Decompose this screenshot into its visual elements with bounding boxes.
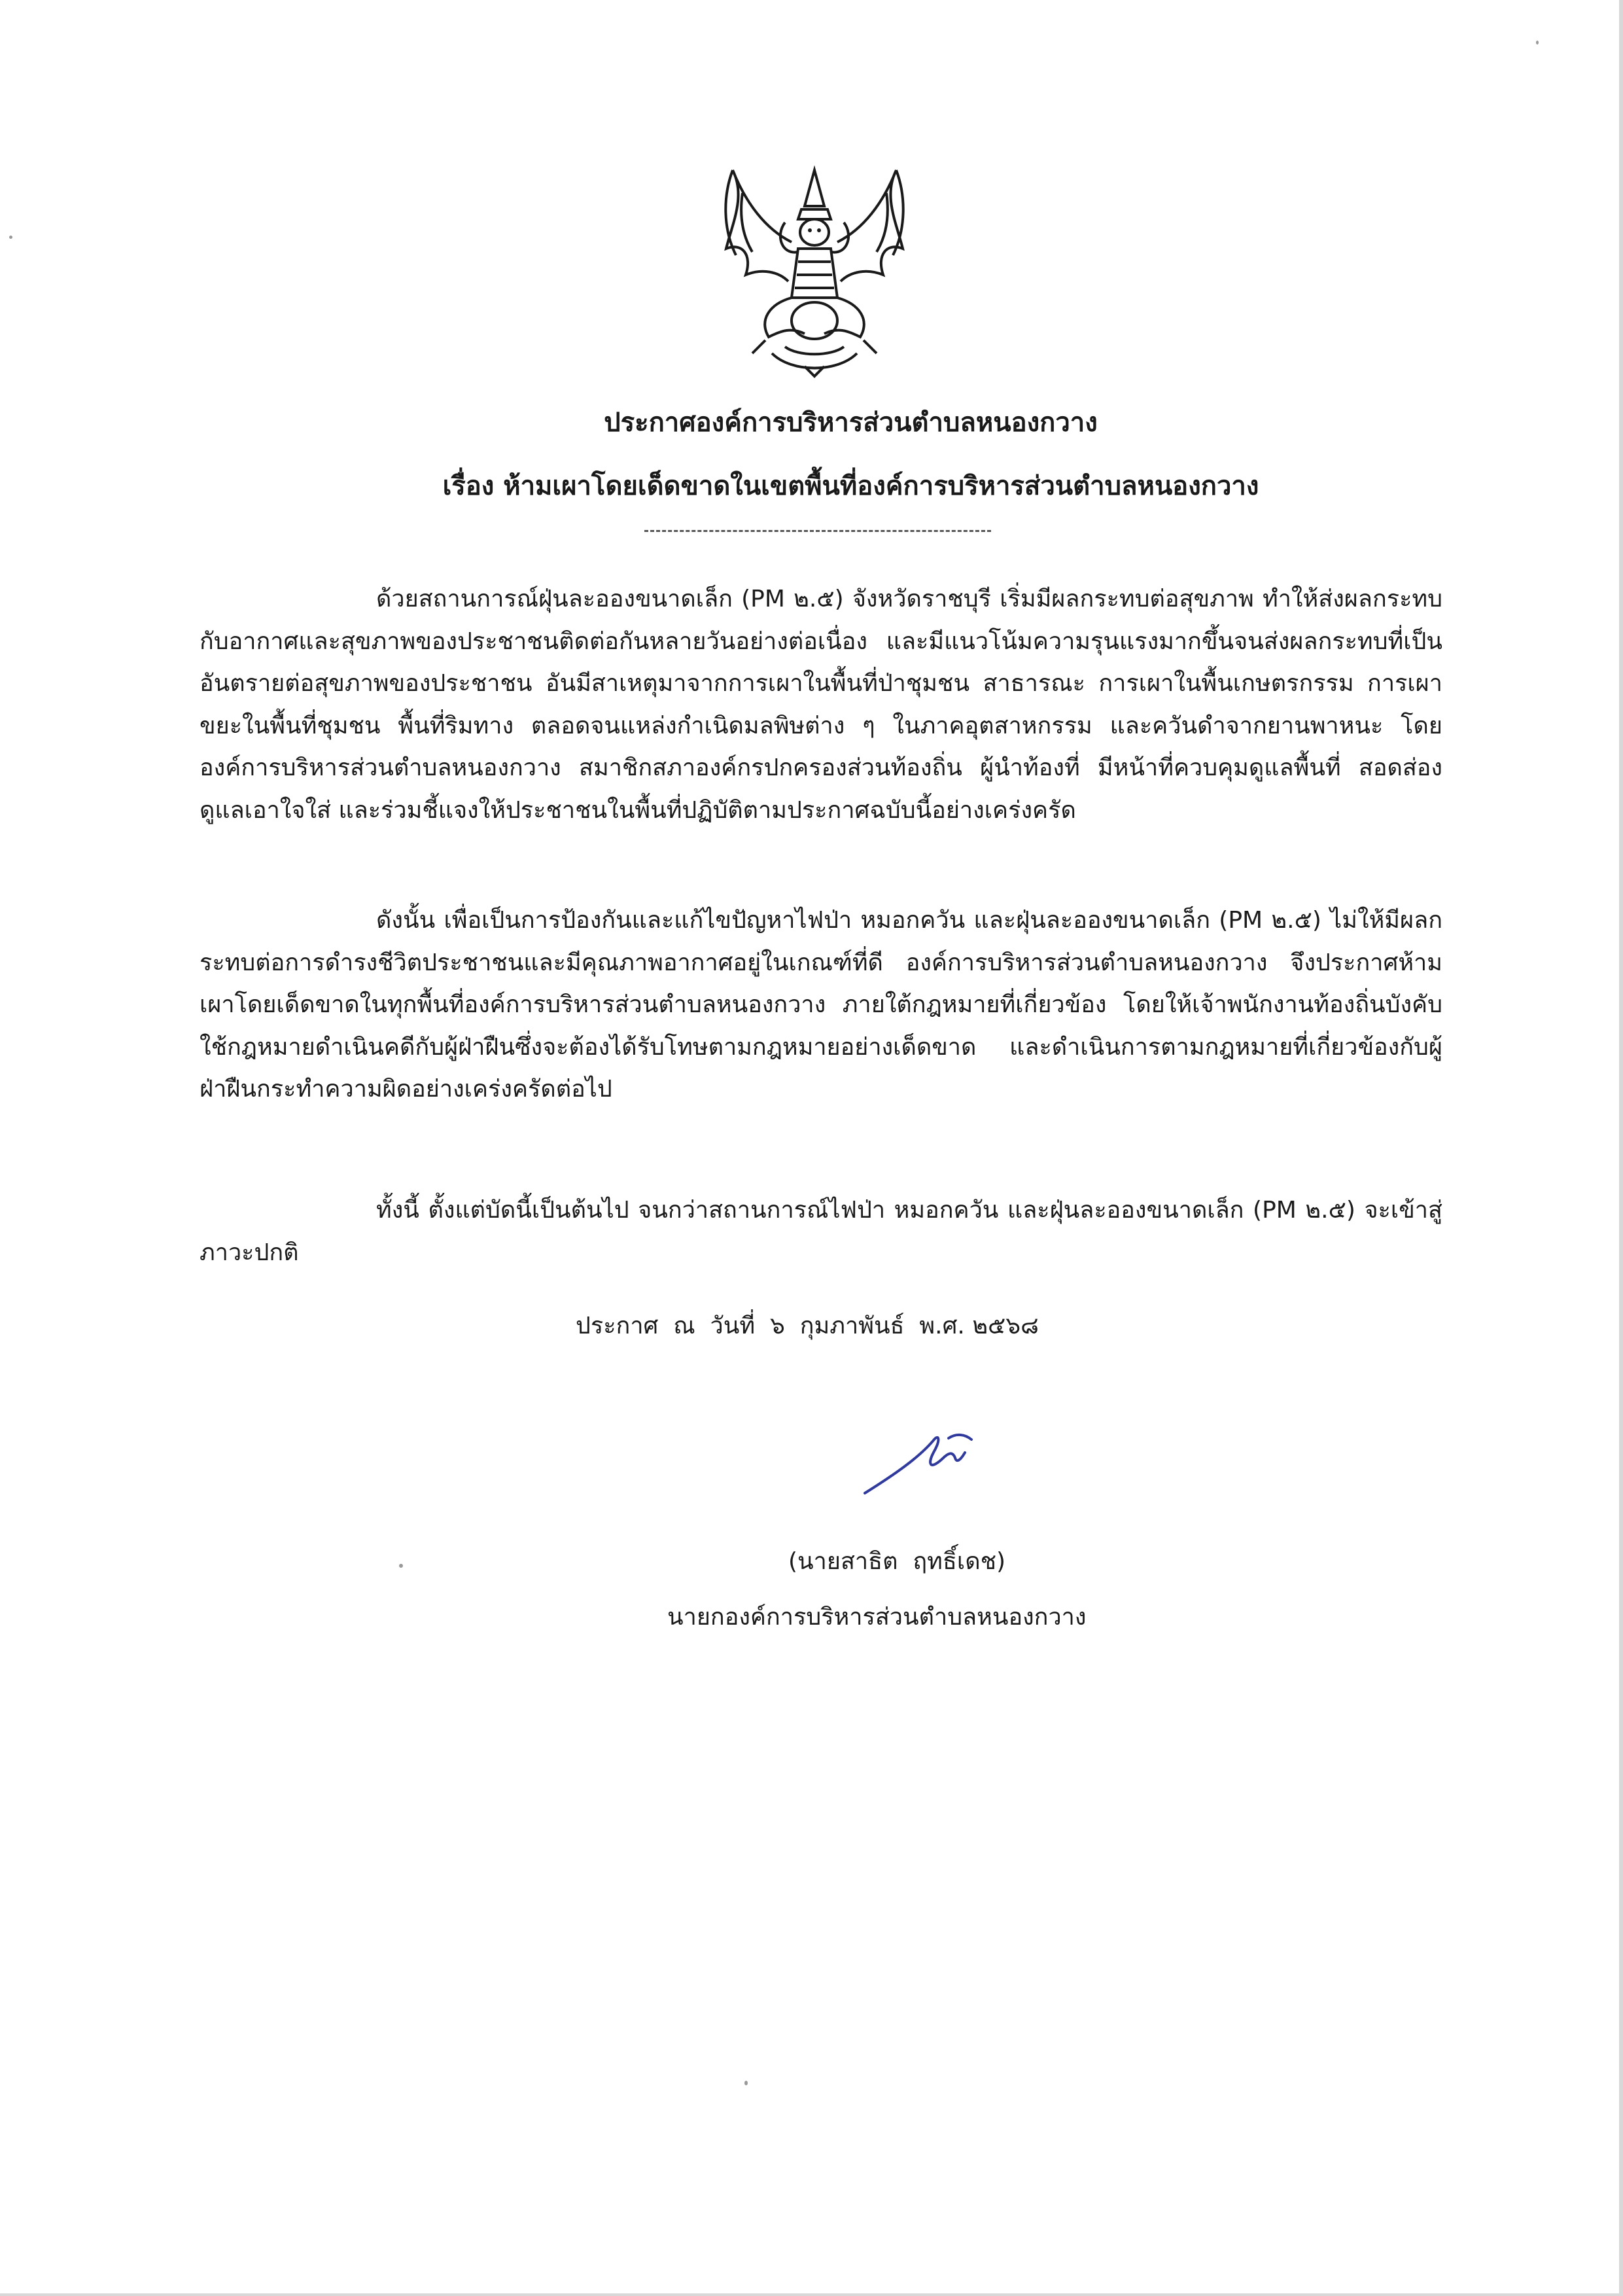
scan-speck <box>9 236 12 239</box>
body-paragraph-2 <box>200 900 1442 1111</box>
body-paragraph-1 <box>200 578 1442 832</box>
scan-speck <box>399 1564 403 1568</box>
paragraph-text: ดังนั้น เพื่อเป็นการป้องกันและแก้ไขปัญหาไฟป่า หมอกควัน และฝุ่นละอองขนาดเล็ก (PM ๒.๕) ไม่ให้มีผลกระทบต่อการดำรงชีวิตประชาชนและมีคุณภาพอากาศอยู่ในเกณฑ์ที่ดี องค์การบริหารส่วนตำบลหนองกวาง จึงประกาศห้ามเผาโดยเด็ดขาดในทุกพื้นที่องค์การบริหารส่วนตำบลหนองกวาง ภายใต้กฎหมายที่เกี่ยวข้อง โดยให้เจ้าพนักงานท้องถิ่นบังคับใช้กฎหมายดำเนินคดีกับผู้ฝ่าฝืนซึ่งจะต้องได้รับโทษตามกฎหมายอย่างเด็ดขาด และดำเนินการตามกฎหมายที่เกี่ยวข้องกับผู้ฝ่าฝืนกระทำความผิดอย่างเคร่งครัดต่อไป <box>200 907 1442 1103</box>
scan-speck <box>1536 41 1539 44</box>
body-paragraph-3 <box>200 1190 1442 1274</box>
signer-title: นายกองค์การบริหารส่วนตำบลหนองกวาง <box>667 1604 1087 1631</box>
title-divider <box>644 530 991 532</box>
page-title: ประกาศองค์การบริหารส่วนตำบลหนองกวาง <box>604 408 1098 438</box>
paragraph-text: ทั้งนี้ ตั้งแต่บัดนี้เป็นต้นไป จนกว่าสถานการณ์ไฟป่า หมอกควัน และฝุ่นละอองขนาดเล็ก (PM ๒.๕) จะเข้าสู่ภาวะปกติ <box>200 1197 1442 1266</box>
subject-title: เรื่อง ห้ามเผาโดยเด็ดขาดในเขตพื้นที่องค์การบริหารส่วนตำบลหนองกวาง <box>442 471 1259 501</box>
handwritten-signature <box>857 1420 1001 1511</box>
garuda-emblem-icon <box>707 157 922 380</box>
signer-name: (นายสาธิต ฤทธิ์เดช) <box>788 1548 1006 1575</box>
announcement-date: ประกาศ ณ วันที่ ๖ กุมภาพันธ์ พ.ศ. ๒๕๖๘ <box>576 1313 1039 1339</box>
paragraph-text: ด้วยสถานการณ์ฝุ่นละอองขนาดเล็ก (PM ๒.๕) จังหวัดราชบุรี เริ่มมีผลกระทบต่อสุขภาพ ทำให้ส่งผลกระทบกับอากาศและสุขภาพของประชาชนติดต่อกันหลายวันอย่างต่อเนื่อง และมีแนวโน้มความรุนแรงมากขึ้นจนส่งผลกระทบที่เป็นอันตรายต่อสุขภาพของประชาชน อันมีสาเหตุมาจากการเผาในพื้นที่ป่าชุมชน สาธารณะ การเผาในพื้นเกษตรกรรม การเผาขยะในพื้นที่ชุมชน พื้นที่ริมทาง ตลอดจนแหล่งกำเนิดมลพิษต่าง ๆ ในภาคอุตสาหกรรม และควันดำจากยานพาหนะ โดยองค์การบริหารส่วนตำบลหนองกวาง สมาชิกสภาองค์กรปกครองส่วนท้องถิ่น ผู้นำท้องที่ มีหน้าที่ควบคุมดูแลพื้นที่ สอดส่อง ดูแลเอาใจใส่ และร่วมชี้แจงให้ประชาชนในพื้นที่ปฏิบัติตามประกาศฉบับนี้อย่างเคร่งครัด <box>200 586 1442 824</box>
scan-speck <box>744 2081 748 2085</box>
